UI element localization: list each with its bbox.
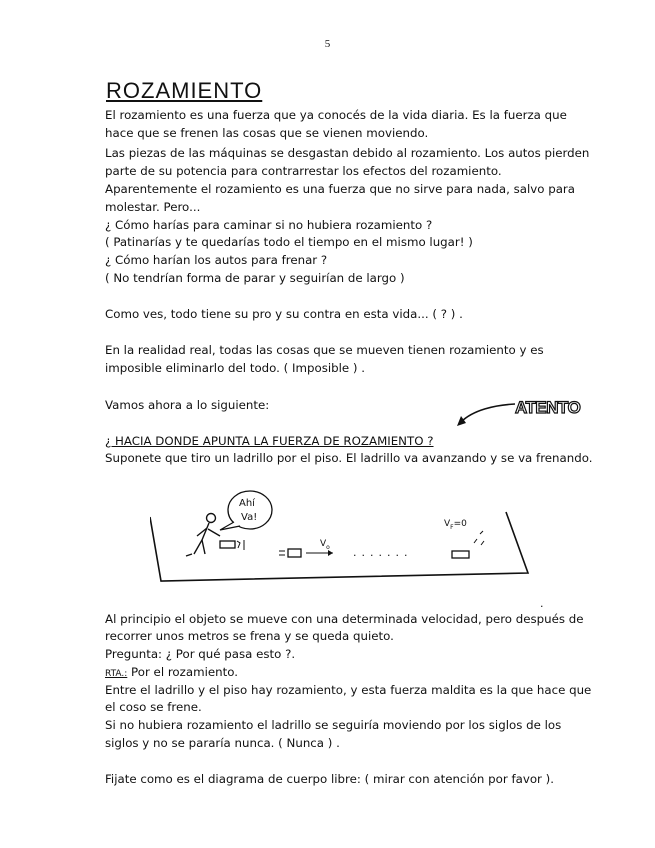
text-line: ( Patinarías y te quedarías todo el tiempo en el mismo lugar! ) (105, 235, 473, 249)
page-number: 5 (324, 38, 331, 50)
text-line: ¿ Cómo harías para caminar si no hubiera rozamiento ? (105, 218, 433, 232)
text-line: Vamos ahora a lo siguiente: (105, 398, 270, 412)
speech-bubble (220, 491, 272, 530)
atento-callout (455, 392, 590, 432)
brick-sliding-illustration (150, 488, 535, 588)
text-line: siglos y no se pararía nunca. ( Nunca ) . (105, 736, 340, 750)
atento-arrowhead (457, 416, 466, 426)
brick-moving (279, 549, 333, 557)
text-line: recorrer unos metros se frena y se queda quieto. (105, 629, 394, 643)
text-line: En la realidad real, todas las cosas que se mueven tienen rozamiento y es (105, 343, 544, 357)
rta-label: RTA.: (105, 669, 128, 679)
text-line: parte de su potencia para contrarrestar los efectos del rozamiento. (105, 164, 502, 178)
floor-outline (150, 512, 528, 581)
speech-line-1: Ahí (239, 498, 255, 509)
v0-label: $V_o$ (320, 539, 330, 551)
text-line: Entre el ladrillo y el piso hay rozamiento, y esta fuerza maldita es la que hace que (105, 683, 592, 697)
text-line: Pregunta: ¿ Por qué pasa esto ?. (105, 647, 296, 661)
page-title: ROZAMIENTO (106, 78, 263, 103)
text-line: Las piezas de las máquinas se desgastan debido al rozamiento. Los autos pierden (105, 146, 590, 160)
brick-start (220, 540, 244, 550)
text-line: Fijate como es el diagrama de cuerpo libre: ( mirar con atención por favor ). (105, 772, 554, 786)
question-heading: ¿ HACIA DONDE APUNTA LA FUERZA DE ROZAMIENTO ? (105, 434, 434, 448)
text-line: hace que se frenen las cosas que se vienen moviendo. (105, 126, 429, 140)
text-line: el coso se frene. (105, 700, 202, 714)
dotted-trail: ....... (353, 546, 413, 559)
text-line: ( No tendrían forma de parar y seguirían de largo ) (105, 271, 405, 285)
vf-label: $V_F=0$ (444, 519, 467, 531)
rta-text: Por el rozamiento. (127, 665, 238, 679)
text-line: Al principio el objeto se mueve con una determinada velocidad, pero después de (105, 612, 584, 626)
stick-figure (186, 514, 220, 557)
text-line: El rozamiento es una fuerza que ya conocés de la vida diaria. Es la fuerza que (105, 108, 567, 122)
speech-line-2: Va! (241, 512, 258, 523)
text-line: ¿ Cómo harían los autos para frenar ? (105, 253, 328, 267)
atento-label: ATENTO (515, 398, 581, 417)
brick-stopped (452, 531, 484, 558)
text-line: Aparentemente el rozamiento es una fuerza que no sirve para nada, salvo para (105, 182, 576, 196)
text-line: Suponete que tiro un ladrillo por el piso. El ladrillo va avanzando y se va frenando. (105, 451, 593, 465)
answer-line (105, 664, 238, 682)
atento-arrow (461, 404, 515, 422)
text-line: Si no hubiera rozamiento el ladrillo se seguiría moviendo por los siglos de los (105, 718, 562, 732)
text-line: imposible eliminarlo del todo. ( Imposible ) . (105, 361, 365, 375)
text-line: Como ves, todo tiene su pro y su contra en esta vida... ( ? ) . (105, 307, 463, 321)
stray-dot: . (540, 597, 544, 610)
text-line: molestar. Pero... (105, 200, 201, 214)
